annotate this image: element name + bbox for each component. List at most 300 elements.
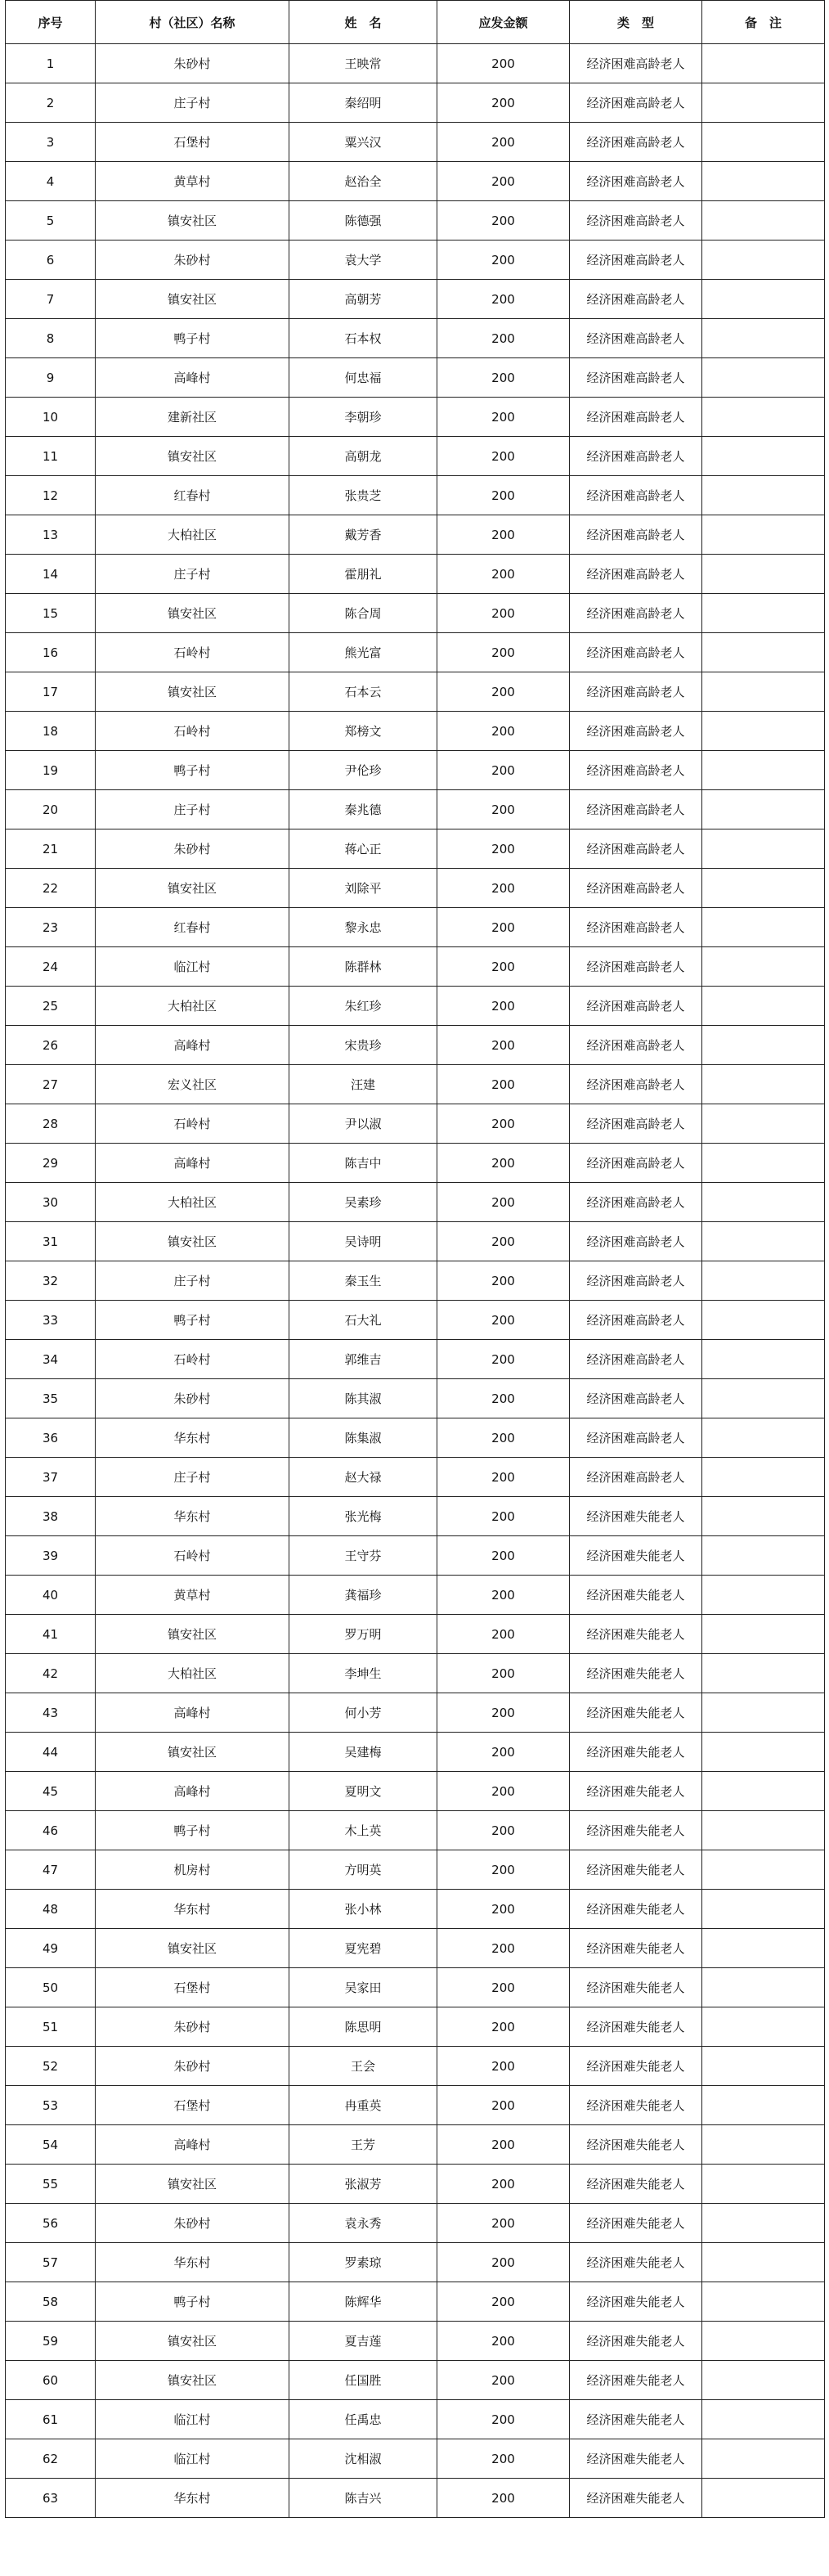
cell-amount: 200 <box>437 201 570 241</box>
cell-type: 经济困难失能老人 <box>570 2125 702 2165</box>
cell-seq: 20 <box>6 790 96 829</box>
cell-remark <box>702 162 825 201</box>
cell-type: 经济困难高龄老人 <box>570 594 702 633</box>
cell-seq: 4 <box>6 162 96 201</box>
cell-name: 罗万明 <box>289 1615 437 1654</box>
cell-village: 朱砂村 <box>96 1379 289 1418</box>
cell-name: 熊光富 <box>289 633 437 672</box>
cell-village: 鸭子村 <box>96 1301 289 1340</box>
cell-amount: 200 <box>437 437 570 476</box>
cell-name: 秦兆德 <box>289 790 437 829</box>
cell-remark <box>702 947 825 987</box>
cell-seq: 41 <box>6 1615 96 1654</box>
cell-amount: 200 <box>437 241 570 280</box>
cell-name: 夏吉莲 <box>289 2322 437 2361</box>
cell-seq: 7 <box>6 280 96 319</box>
cell-seq: 63 <box>6 2479 96 2518</box>
cell-type: 经济困难高龄老人 <box>570 1379 702 1418</box>
cell-type: 经济困难高龄老人 <box>570 162 702 201</box>
cell-name: 吴建梅 <box>289 1733 437 1772</box>
cell-seq: 21 <box>6 829 96 869</box>
table-row <box>6 1968 825 2007</box>
cell-name: 陈合周 <box>289 594 437 633</box>
table-body <box>6 44 825 2518</box>
cell-amount: 200 <box>437 1733 570 1772</box>
cell-name: 汪建 <box>289 1065 437 1104</box>
cell-seq: 47 <box>6 1850 96 1890</box>
table-row <box>6 751 825 790</box>
cell-village: 华东村 <box>96 1418 289 1458</box>
header-village: 村（社区）名称 <box>96 1 289 44</box>
cell-type: 经济困难失能老人 <box>570 1536 702 1576</box>
subsidy-table <box>5 0 825 2518</box>
cell-seq: 55 <box>6 2165 96 2204</box>
cell-village: 朱砂村 <box>96 2047 289 2086</box>
cell-amount: 200 <box>437 280 570 319</box>
header-seq: 序号 <box>6 1 96 44</box>
cell-remark <box>702 1733 825 1772</box>
cell-seq: 26 <box>6 1026 96 1065</box>
cell-remark <box>702 1968 825 2007</box>
cell-amount: 200 <box>437 1379 570 1418</box>
cell-seq: 3 <box>6 123 96 162</box>
cell-amount: 200 <box>437 751 570 790</box>
cell-amount: 200 <box>437 1026 570 1065</box>
cell-seq: 56 <box>6 2204 96 2243</box>
cell-amount: 200 <box>437 1929 570 1968</box>
table-row <box>6 162 825 201</box>
cell-village: 临江村 <box>96 2439 289 2479</box>
cell-village: 机房村 <box>96 1850 289 1890</box>
cell-seq: 52 <box>6 2047 96 2086</box>
cell-village: 镇安社区 <box>96 1929 289 1968</box>
cell-seq: 48 <box>6 1890 96 1929</box>
cell-amount: 200 <box>437 829 570 869</box>
cell-village: 庄子村 <box>96 790 289 829</box>
table-row <box>6 672 825 712</box>
cell-name: 粟兴汉 <box>289 123 437 162</box>
cell-remark <box>702 555 825 594</box>
table-row <box>6 1811 825 1850</box>
cell-type: 经济困难高龄老人 <box>570 829 702 869</box>
table-row <box>6 44 825 83</box>
header-type: 类 型 <box>570 1 702 44</box>
cell-seq: 6 <box>6 241 96 280</box>
cell-village: 华东村 <box>96 1890 289 1929</box>
table-row <box>6 1733 825 1772</box>
cell-name: 李朝珍 <box>289 398 437 437</box>
cell-amount: 200 <box>437 2086 570 2125</box>
table-row <box>6 2243 825 2282</box>
cell-type: 经济困难高龄老人 <box>570 1458 702 1497</box>
cell-village: 朱砂村 <box>96 829 289 869</box>
table-row <box>6 123 825 162</box>
cell-name: 陈吉兴 <box>289 2479 437 2518</box>
cell-seq: 16 <box>6 633 96 672</box>
cell-amount: 200 <box>437 83 570 123</box>
cell-type: 经济困难失能老人 <box>570 2439 702 2479</box>
cell-name: 任禹忠 <box>289 2400 437 2439</box>
cell-remark <box>702 829 825 869</box>
table-row <box>6 1144 825 1183</box>
cell-remark <box>702 1104 825 1144</box>
cell-amount: 200 <box>437 123 570 162</box>
cell-type: 经济困难失能老人 <box>570 2400 702 2439</box>
cell-seq: 14 <box>6 555 96 594</box>
cell-seq: 39 <box>6 1536 96 1576</box>
cell-name: 张淑芳 <box>289 2165 437 2204</box>
cell-type: 经济困难失能老人 <box>570 1929 702 1968</box>
cell-name: 陈吉中 <box>289 1144 437 1183</box>
cell-seq: 1 <box>6 44 96 83</box>
cell-remark <box>702 1301 825 1340</box>
table-row <box>6 2400 825 2439</box>
cell-remark <box>702 2439 825 2479</box>
cell-seq: 30 <box>6 1183 96 1222</box>
cell-amount: 200 <box>437 358 570 398</box>
cell-village: 镇安社区 <box>96 1733 289 1772</box>
table-row <box>6 2282 825 2322</box>
cell-seq: 12 <box>6 476 96 515</box>
cell-type: 经济困难高龄老人 <box>570 712 702 751</box>
table-header <box>6 1 825 44</box>
cell-seq: 36 <box>6 1418 96 1458</box>
cell-name: 任国胜 <box>289 2361 437 2400</box>
table-row <box>6 594 825 633</box>
cell-type: 经济困难高龄老人 <box>570 241 702 280</box>
cell-village: 高峰村 <box>96 1693 289 1733</box>
cell-remark <box>702 1458 825 1497</box>
cell-remark <box>702 1929 825 1968</box>
cell-seq: 29 <box>6 1144 96 1183</box>
cell-village: 石岭村 <box>96 633 289 672</box>
cell-amount: 200 <box>437 2322 570 2361</box>
cell-amount: 200 <box>437 1418 570 1458</box>
cell-amount: 200 <box>437 2361 570 2400</box>
table-row <box>6 633 825 672</box>
table-row <box>6 1065 825 1104</box>
cell-seq: 54 <box>6 2125 96 2165</box>
cell-name: 陈群林 <box>289 947 437 987</box>
table-row <box>6 1693 825 1733</box>
cell-seq: 49 <box>6 1929 96 1968</box>
table-row <box>6 2125 825 2165</box>
cell-village: 镇安社区 <box>96 672 289 712</box>
cell-village: 庄子村 <box>96 1261 289 1301</box>
cell-type: 经济困难失能老人 <box>570 1968 702 2007</box>
cell-remark <box>702 712 825 751</box>
cell-remark <box>702 1615 825 1654</box>
table-row <box>6 555 825 594</box>
cell-village: 高峰村 <box>96 2125 289 2165</box>
cell-amount: 200 <box>437 2282 570 2322</box>
cell-amount: 200 <box>437 1772 570 1811</box>
cell-amount: 200 <box>437 515 570 555</box>
cell-village: 镇安社区 <box>96 437 289 476</box>
cell-village: 镇安社区 <box>96 201 289 241</box>
cell-amount: 200 <box>437 1497 570 1536</box>
cell-remark <box>702 790 825 829</box>
cell-amount: 200 <box>437 1183 570 1222</box>
cell-village: 庄子村 <box>96 83 289 123</box>
cell-amount: 200 <box>437 908 570 947</box>
cell-type: 经济困难高龄老人 <box>570 123 702 162</box>
cell-amount: 200 <box>437 1458 570 1497</box>
cell-village: 石堡村 <box>96 2086 289 2125</box>
cell-type: 经济困难高龄老人 <box>570 1261 702 1301</box>
cell-village: 临江村 <box>96 2400 289 2439</box>
table-row <box>6 398 825 437</box>
cell-seq: 11 <box>6 437 96 476</box>
cell-type: 经济困难失能老人 <box>570 1850 702 1890</box>
cell-type: 经济困难高龄老人 <box>570 476 702 515</box>
table-row <box>6 2007 825 2047</box>
cell-name: 秦玉生 <box>289 1261 437 1301</box>
cell-seq: 35 <box>6 1379 96 1418</box>
table-row <box>6 1772 825 1811</box>
header-amount: 应发金额 <box>437 1 570 44</box>
cell-amount: 200 <box>437 2125 570 2165</box>
cell-remark <box>702 2282 825 2322</box>
cell-name: 陈思明 <box>289 2007 437 2047</box>
cell-type: 经济困难失能老人 <box>570 2007 702 2047</box>
cell-village: 大柏社区 <box>96 515 289 555</box>
cell-amount: 200 <box>437 1850 570 1890</box>
cell-seq: 32 <box>6 1261 96 1301</box>
table-row <box>6 829 825 869</box>
cell-village: 临江村 <box>96 947 289 987</box>
table-row <box>6 1104 825 1144</box>
cell-amount: 200 <box>437 1301 570 1340</box>
cell-village: 镇安社区 <box>96 869 289 908</box>
cell-name: 何忠福 <box>289 358 437 398</box>
cell-amount: 200 <box>437 476 570 515</box>
cell-name: 袁大学 <box>289 241 437 280</box>
table-row <box>6 2047 825 2086</box>
cell-name: 石本权 <box>289 319 437 358</box>
cell-seq: 27 <box>6 1065 96 1104</box>
table-row <box>6 908 825 947</box>
cell-type: 经济困难失能老人 <box>570 2282 702 2322</box>
cell-amount: 200 <box>437 869 570 908</box>
cell-amount: 200 <box>437 1615 570 1654</box>
cell-type: 经济困难失能老人 <box>570 2204 702 2243</box>
cell-amount: 200 <box>437 1890 570 1929</box>
cell-village: 宏义社区 <box>96 1065 289 1104</box>
cell-remark <box>702 358 825 398</box>
table-row <box>6 1261 825 1301</box>
cell-type: 经济困难高龄老人 <box>570 44 702 83</box>
cell-remark <box>702 241 825 280</box>
cell-village: 朱砂村 <box>96 241 289 280</box>
cell-seq: 17 <box>6 672 96 712</box>
cell-remark <box>702 398 825 437</box>
cell-name: 王会 <box>289 2047 437 2086</box>
cell-amount: 200 <box>437 2400 570 2439</box>
cell-remark <box>702 1183 825 1222</box>
cell-name: 王芳 <box>289 2125 437 2165</box>
table-row <box>6 1576 825 1615</box>
cell-seq: 24 <box>6 947 96 987</box>
cell-amount: 200 <box>437 2479 570 2518</box>
cell-type: 经济困难高龄老人 <box>570 633 702 672</box>
cell-amount: 200 <box>437 672 570 712</box>
cell-seq: 5 <box>6 201 96 241</box>
cell-remark <box>702 1340 825 1379</box>
cell-type: 经济困难高龄老人 <box>570 987 702 1026</box>
cell-name: 朱红珍 <box>289 987 437 1026</box>
cell-remark <box>702 1811 825 1850</box>
cell-remark <box>702 2165 825 2204</box>
cell-name: 袁永秀 <box>289 2204 437 2243</box>
cell-seq: 61 <box>6 2400 96 2439</box>
cell-remark <box>702 2361 825 2400</box>
cell-seq: 59 <box>6 2322 96 2361</box>
table-row <box>6 712 825 751</box>
cell-type: 经济困难失能老人 <box>570 2322 702 2361</box>
cell-name: 郭维吉 <box>289 1340 437 1379</box>
cell-type: 经济困难失能老人 <box>570 2479 702 2518</box>
cell-type: 经济困难高龄老人 <box>570 869 702 908</box>
cell-seq: 40 <box>6 1576 96 1615</box>
cell-amount: 200 <box>437 1222 570 1261</box>
cell-remark <box>702 1536 825 1576</box>
cell-name: 方明英 <box>289 1850 437 1890</box>
cell-seq: 53 <box>6 2086 96 2125</box>
table-row <box>6 1615 825 1654</box>
table-row <box>6 1929 825 1968</box>
cell-type: 经济困难高龄老人 <box>570 1104 702 1144</box>
cell-seq: 9 <box>6 358 96 398</box>
cell-amount: 200 <box>437 1968 570 2007</box>
cell-name: 陈辉华 <box>289 2282 437 2322</box>
cell-type: 经济困难高龄老人 <box>570 672 702 712</box>
cell-type: 经济困难高龄老人 <box>570 437 702 476</box>
cell-remark <box>702 2047 825 2086</box>
cell-village: 建新社区 <box>96 398 289 437</box>
cell-remark <box>702 1850 825 1890</box>
table-row <box>6 1458 825 1497</box>
cell-name: 夏宪碧 <box>289 1929 437 1968</box>
cell-amount: 200 <box>437 790 570 829</box>
cell-village: 石岭村 <box>96 1340 289 1379</box>
cell-seq: 46 <box>6 1811 96 1850</box>
cell-type: 经济困难失能老人 <box>570 1654 702 1693</box>
cell-seq: 28 <box>6 1104 96 1144</box>
cell-remark <box>702 2400 825 2439</box>
cell-name: 何小芳 <box>289 1693 437 1733</box>
cell-type: 经济困难失能老人 <box>570 2086 702 2125</box>
table-row <box>6 201 825 241</box>
cell-remark <box>702 633 825 672</box>
cell-type: 经济困难高龄老人 <box>570 1418 702 1458</box>
cell-name: 秦绍明 <box>289 83 437 123</box>
table-row <box>6 476 825 515</box>
cell-type: 经济困难高龄老人 <box>570 1301 702 1340</box>
cell-remark <box>702 2125 825 2165</box>
cell-name: 张小林 <box>289 1890 437 1929</box>
cell-seq: 2 <box>6 83 96 123</box>
cell-village: 镇安社区 <box>96 2165 289 2204</box>
table-row <box>6 869 825 908</box>
cell-amount: 200 <box>437 947 570 987</box>
cell-remark <box>702 123 825 162</box>
table-row <box>6 1418 825 1458</box>
cell-type: 经济困难高龄老人 <box>570 908 702 947</box>
cell-name: 宋贵珍 <box>289 1026 437 1065</box>
table-row <box>6 437 825 476</box>
cell-seq: 15 <box>6 594 96 633</box>
table-row <box>6 241 825 280</box>
cell-type: 经济困难失能老人 <box>570 1497 702 1536</box>
cell-amount: 200 <box>437 1261 570 1301</box>
table-row <box>6 947 825 987</box>
cell-name: 蒋心正 <box>289 829 437 869</box>
cell-seq: 10 <box>6 398 96 437</box>
cell-seq: 51 <box>6 2007 96 2047</box>
table-row <box>6 83 825 123</box>
table-row <box>6 1536 825 1576</box>
cell-seq: 34 <box>6 1340 96 1379</box>
cell-village: 黄草村 <box>96 1576 289 1615</box>
table-row <box>6 2086 825 2125</box>
cell-amount: 200 <box>437 1576 570 1615</box>
cell-name: 赵治全 <box>289 162 437 201</box>
cell-type: 经济困难失能老人 <box>570 2243 702 2282</box>
cell-amount: 200 <box>437 2243 570 2282</box>
cell-village: 镇安社区 <box>96 1222 289 1261</box>
cell-amount: 200 <box>437 2007 570 2047</box>
cell-amount: 200 <box>437 319 570 358</box>
cell-type: 经济困难失能老人 <box>570 2047 702 2086</box>
cell-village: 石岭村 <box>96 712 289 751</box>
table-row <box>6 1890 825 1929</box>
cell-remark <box>702 1772 825 1811</box>
cell-type: 经济困难高龄老人 <box>570 319 702 358</box>
cell-village: 石岭村 <box>96 1536 289 1576</box>
cell-name: 霍朋礼 <box>289 555 437 594</box>
cell-remark <box>702 2086 825 2125</box>
cell-type: 经济困难高龄老人 <box>570 1222 702 1261</box>
cell-seq: 23 <box>6 908 96 947</box>
cell-amount: 200 <box>437 1693 570 1733</box>
cell-amount: 200 <box>437 2204 570 2243</box>
cell-seq: 62 <box>6 2439 96 2479</box>
table-row <box>6 1301 825 1340</box>
cell-remark <box>702 2243 825 2282</box>
cell-remark <box>702 1144 825 1183</box>
header-name: 姓 名 <box>289 1 437 44</box>
cell-amount: 200 <box>437 2165 570 2204</box>
cell-village: 石堡村 <box>96 123 289 162</box>
cell-name: 夏明文 <box>289 1772 437 1811</box>
cell-village: 大柏社区 <box>96 1183 289 1222</box>
cell-village: 黄草村 <box>96 162 289 201</box>
cell-seq: 22 <box>6 869 96 908</box>
cell-village: 镇安社区 <box>96 1615 289 1654</box>
subsidy-list-document <box>5 0 824 2518</box>
table-row <box>6 1222 825 1261</box>
cell-name: 吴素珍 <box>289 1183 437 1222</box>
cell-remark <box>702 1418 825 1458</box>
cell-remark <box>702 751 825 790</box>
cell-remark <box>702 437 825 476</box>
cell-amount: 200 <box>437 1536 570 1576</box>
header-remark: 备 注 <box>702 1 825 44</box>
cell-name: 吴家田 <box>289 1968 437 2007</box>
cell-name: 戴芳香 <box>289 515 437 555</box>
cell-remark <box>702 83 825 123</box>
